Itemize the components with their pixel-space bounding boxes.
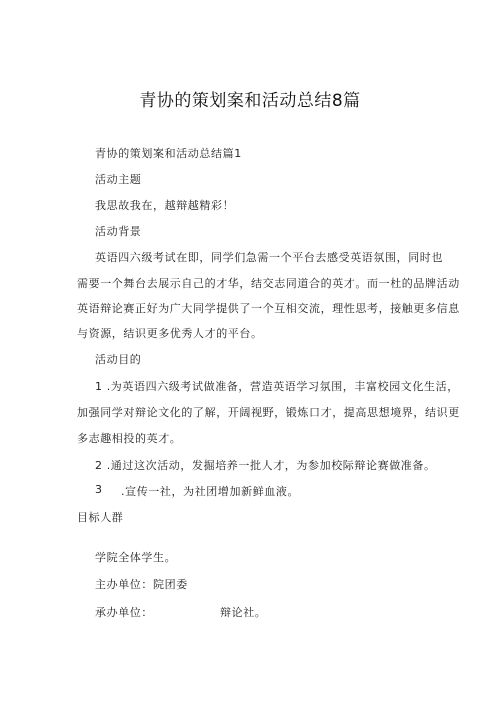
organizer-line: 主办单位：院团委 xyxy=(95,578,188,591)
section-heading: 青协的策划案和活动总结篇1 xyxy=(95,147,242,160)
paragraph-line: 1 .为英语四六级考试做准备，营造英语学习氛围，丰富校园文化生活， xyxy=(95,380,459,393)
theme-text: 我思故我在，越辩越精彩！ xyxy=(95,199,235,212)
subheading-background: 活动背景 xyxy=(95,225,142,238)
paragraph-line: 加强同学对辩论文化的了解，开阔视野，锻炼口才，提高思想境界，结识更 xyxy=(77,406,460,419)
subheading-theme: 活动主题 xyxy=(95,173,142,186)
paragraph-line: 英语四六级考试在即，同学们急需一个平台去感受英语氛围，同时也 xyxy=(95,251,443,264)
paragraph-line: 与资源，结识更多优秀人才的平台。 xyxy=(77,327,263,340)
paragraph-line: .宣传一社，为社团增加新鲜血液。 xyxy=(121,485,300,498)
paragraph-line: 2 .通过这次活动，发掘培养一批人才，为参加校际辩论赛做准备。 xyxy=(95,459,436,472)
co-organizer-value: 辩论社。 xyxy=(220,606,267,619)
co-organizer-label: 承办单位： xyxy=(95,606,153,619)
page-title: 青协的策划案和活动总结8篇 xyxy=(139,91,361,111)
paragraph-line: 英语辩论赛正好为广大同学提供了一个互相交流，理性思考，接触更多信息 xyxy=(77,302,460,315)
paragraph-line: 多志趣相投的英才。 xyxy=(77,432,182,445)
paragraph-line: 需要一个舞台去展示自己的才华，结交志同道合的英才。而一杜的品牌活动 xyxy=(77,277,460,290)
paragraph-line: 学院全体学生。 xyxy=(95,551,177,564)
subheading-purpose: 活动目的 xyxy=(95,353,142,366)
list-number: 3 xyxy=(95,483,103,496)
subheading-audience: 目标人群 xyxy=(77,511,124,524)
